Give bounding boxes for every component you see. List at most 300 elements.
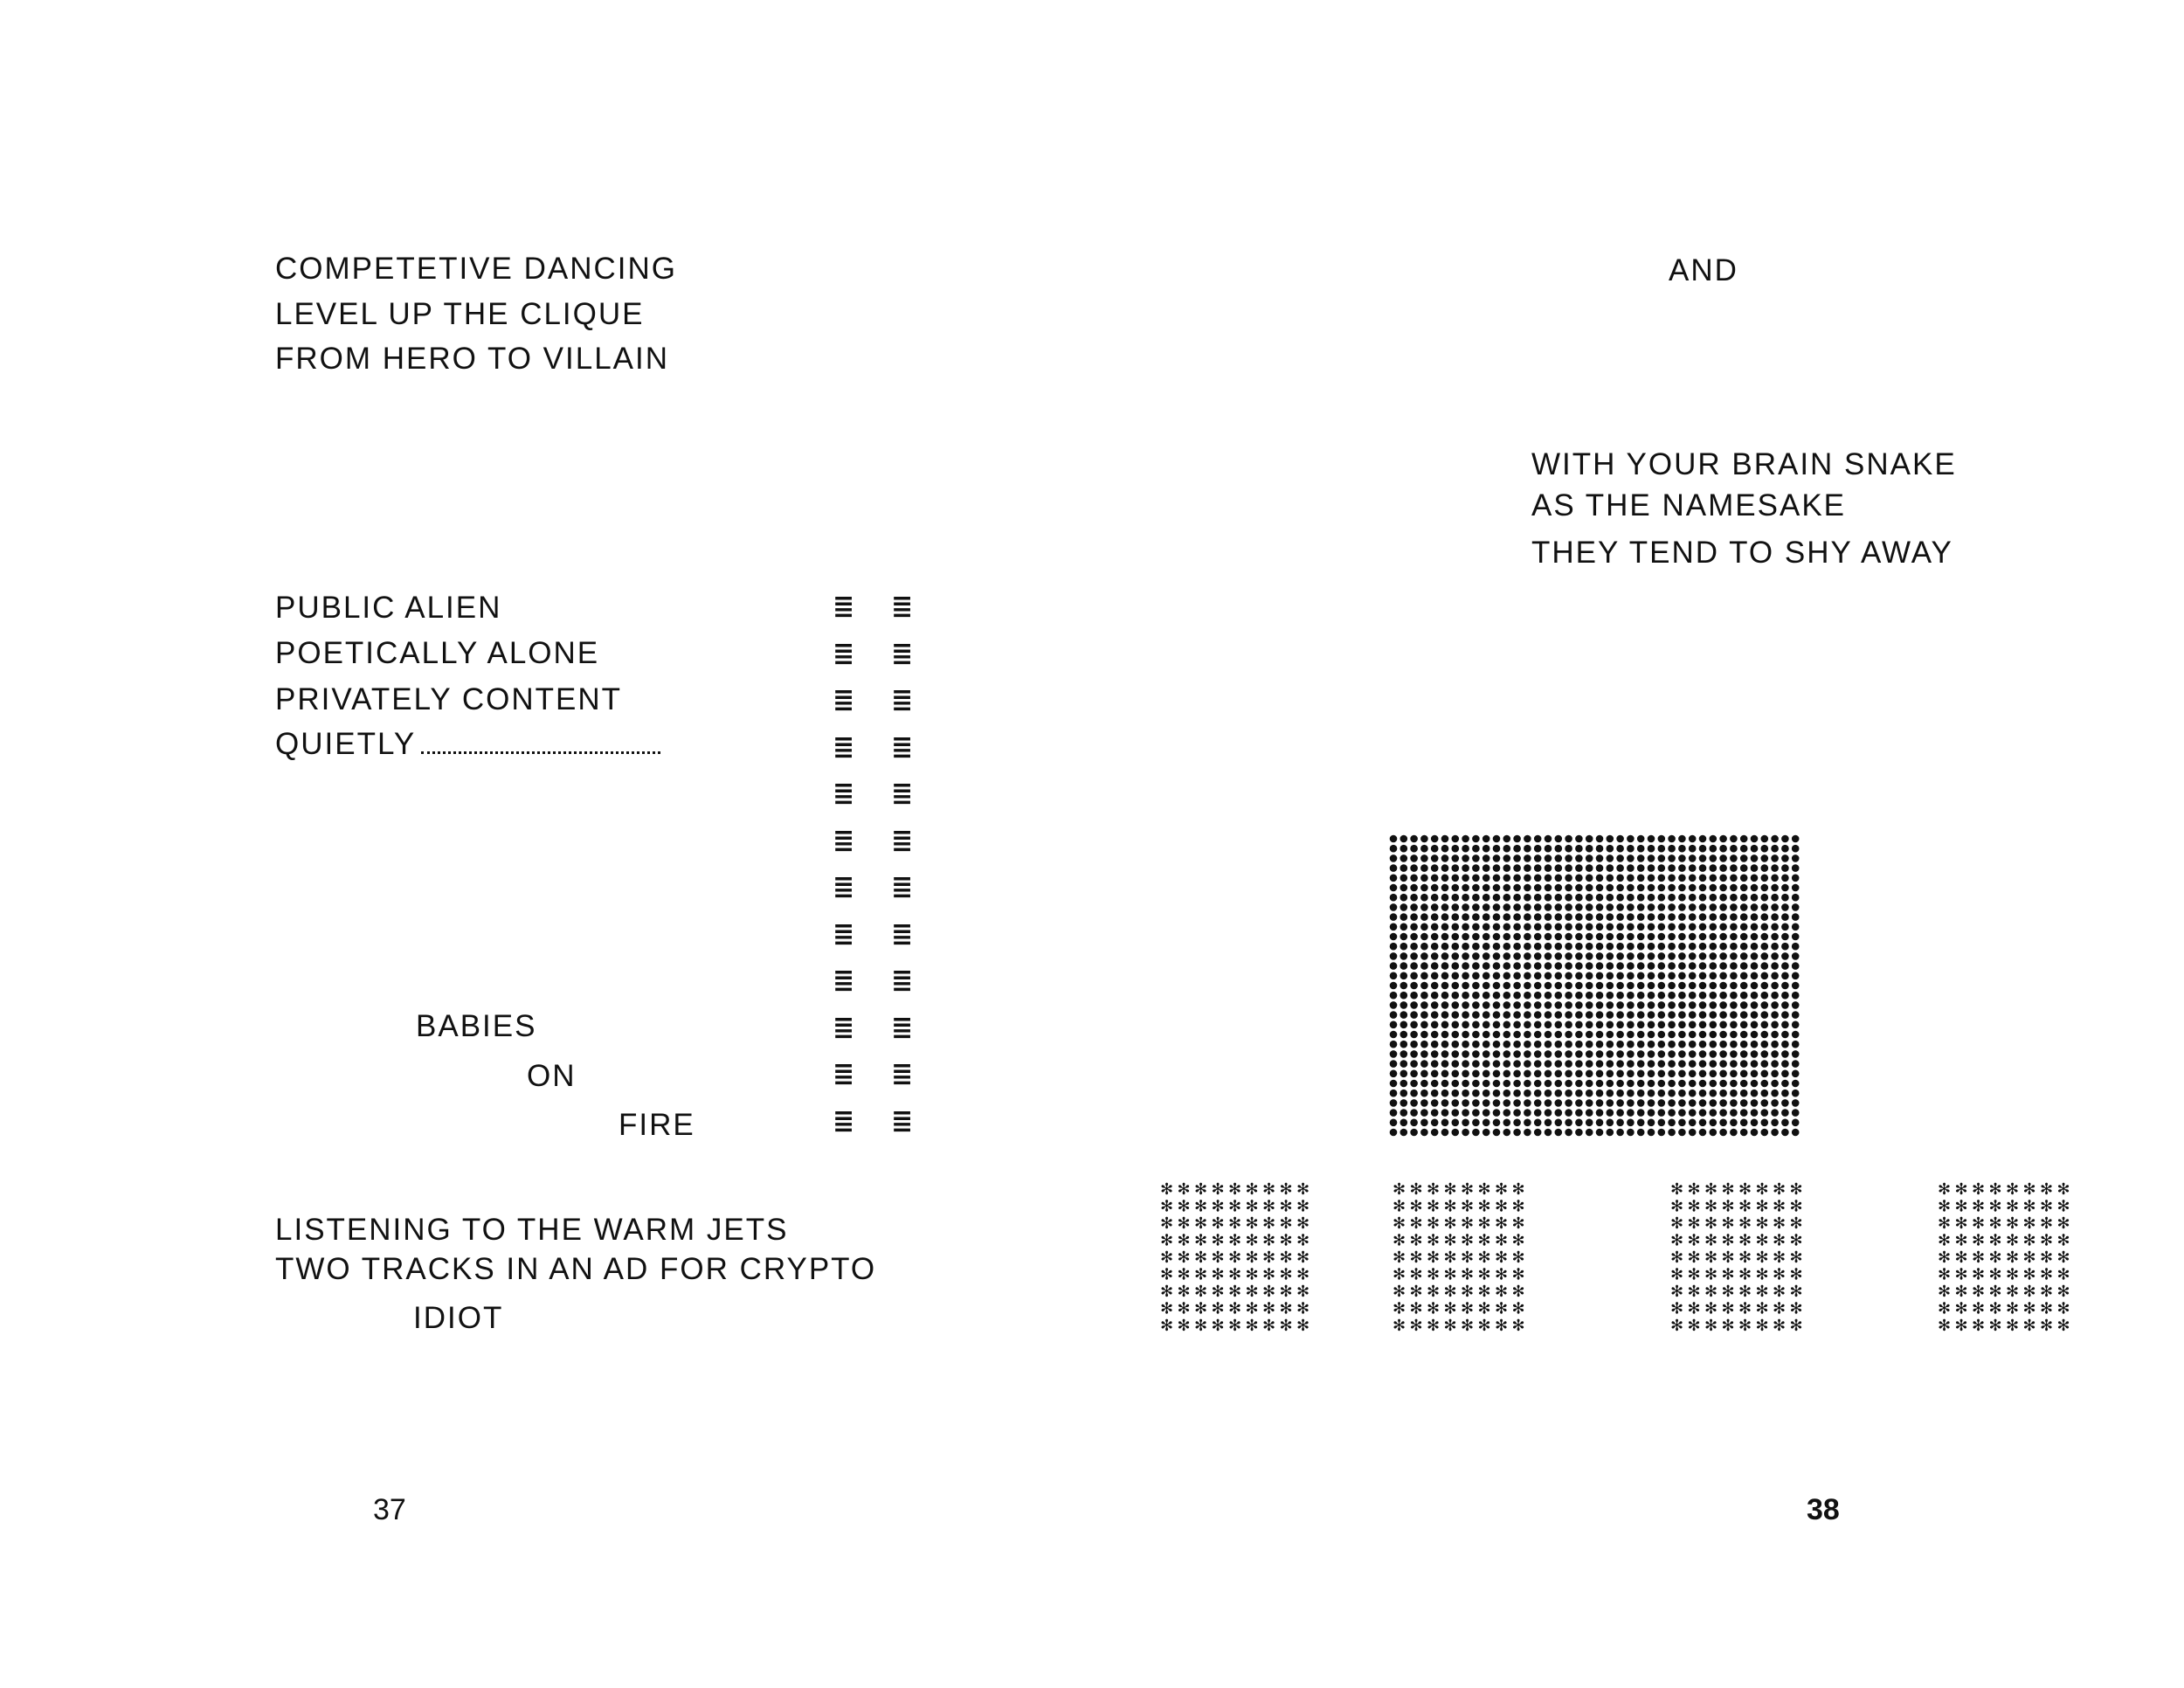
svg-text:✻: ✻: [1773, 1197, 1787, 1216]
svg-text:✻: ✻: [1738, 1317, 1752, 1335]
svg-text:✻: ✻: [1477, 1265, 1491, 1284]
svg-text:✻: ✻: [1938, 1299, 1952, 1318]
glyph-mark: ≣: [891, 872, 914, 903]
svg-text:✻: ✻: [1177, 1214, 1191, 1233]
svg-text:✻: ✻: [1738, 1299, 1752, 1318]
svg-text:✻: ✻: [1393, 1317, 1406, 1335]
svg-text:✻: ✻: [1477, 1197, 1491, 1216]
svg-text:✻: ✻: [2056, 1180, 2070, 1199]
stanza2-line2: POETICALLY ALONE: [275, 636, 600, 670]
svg-text:✻: ✻: [1262, 1197, 1276, 1216]
svg-text:✻: ✻: [1511, 1249, 1525, 1267]
svg-text:✻: ✻: [1773, 1231, 1787, 1250]
svg-text:✻: ✻: [1687, 1299, 1701, 1318]
svg-text:✻: ✻: [2056, 1265, 2070, 1284]
svg-text:✻: ✻: [2040, 1214, 2054, 1233]
svg-text:✻: ✻: [2022, 1180, 2036, 1199]
svg-text:✻: ✻: [1988, 1265, 2002, 1284]
svg-text:✻: ✻: [1670, 1231, 1684, 1250]
svg-text:✻: ✻: [1296, 1249, 1310, 1267]
svg-text:✻: ✻: [1409, 1214, 1423, 1233]
svg-text:✻: ✻: [1495, 1180, 1509, 1199]
stanza-line1: WITH YOUR BRAIN SNAKE: [1531, 447, 1957, 481]
svg-text:✻: ✻: [1160, 1249, 1174, 1267]
svg-text:✻: ✻: [1972, 1299, 1986, 1318]
svg-text:✻: ✻: [1393, 1197, 1406, 1216]
glyph-mark: ≣: [891, 1012, 914, 1043]
svg-text:✻: ✻: [1177, 1299, 1191, 1318]
svg-text:✻: ✻: [2040, 1231, 2054, 1250]
svg-text:✻: ✻: [1670, 1283, 1684, 1301]
svg-text:✻: ✻: [1160, 1299, 1174, 1318]
svg-text:✻: ✻: [1211, 1317, 1225, 1335]
svg-text:✻: ✻: [1738, 1197, 1752, 1216]
svg-text:✻: ✻: [2006, 1283, 2020, 1301]
svg-text:✻: ✻: [1177, 1180, 1191, 1199]
glyph-mark: ≣: [833, 1012, 855, 1043]
svg-text:✻: ✻: [1687, 1317, 1701, 1335]
svg-text:✻: ✻: [1296, 1180, 1310, 1199]
svg-text:✻: ✻: [2022, 1265, 2036, 1284]
glyph-mark: ≣: [891, 591, 914, 622]
svg-text:✻: ✻: [1954, 1265, 1968, 1284]
glyph-mark: ≣: [891, 638, 914, 669]
svg-text:✻: ✻: [1773, 1299, 1787, 1318]
svg-text:✻: ✻: [1670, 1265, 1684, 1284]
stanza3-line3: IDIOT: [413, 1301, 504, 1335]
svg-text:✻: ✻: [1954, 1317, 1968, 1335]
svg-text:✻: ✻: [1262, 1231, 1276, 1250]
svg-text:✻: ✻: [1443, 1249, 1457, 1267]
svg-text:✻: ✻: [1228, 1317, 1242, 1335]
svg-text:✻: ✻: [1228, 1180, 1242, 1199]
glyph-mark: ≣: [833, 965, 855, 996]
svg-text:✻: ✻: [1409, 1197, 1423, 1216]
stanza2-line4: QUIETLY: [275, 727, 417, 761]
svg-text:✻: ✻: [1988, 1283, 2002, 1301]
svg-text:✻: ✻: [1721, 1299, 1735, 1318]
svg-text:✻: ✻: [1988, 1249, 2002, 1267]
svg-text:✻: ✻: [1262, 1265, 1276, 1284]
svg-text:✻: ✻: [1160, 1180, 1174, 1199]
svg-text:✻: ✻: [1409, 1231, 1423, 1250]
svg-text:✻: ✻: [1954, 1299, 1968, 1318]
svg-text:✻: ✻: [1988, 1214, 2002, 1233]
svg-text:✻: ✻: [2006, 1249, 2020, 1267]
svg-text:✻: ✻: [1160, 1214, 1174, 1233]
svg-text:✻: ✻: [1279, 1214, 1293, 1233]
svg-text:✻: ✻: [1194, 1180, 1208, 1199]
svg-text:✻: ✻: [1194, 1299, 1208, 1318]
svg-text:✻: ✻: [2022, 1197, 2036, 1216]
svg-text:✻: ✻: [1495, 1231, 1509, 1250]
svg-text:✻: ✻: [1296, 1231, 1310, 1250]
svg-text:✻: ✻: [1211, 1299, 1225, 1318]
svg-text:✻: ✻: [1511, 1214, 1525, 1233]
svg-text:✻: ✻: [1177, 1317, 1191, 1335]
svg-text:✻: ✻: [1160, 1283, 1174, 1301]
svg-text:✻: ✻: [1296, 1265, 1310, 1284]
svg-text:✻: ✻: [1477, 1317, 1491, 1335]
svg-text:✻: ✻: [1477, 1249, 1491, 1267]
svg-text:✻: ✻: [1427, 1231, 1441, 1250]
svg-text:✻: ✻: [1773, 1317, 1787, 1335]
svg-text:✻: ✻: [1393, 1265, 1406, 1284]
stanza1-line1: COMPETETIVE DANCING: [275, 252, 677, 286]
svg-text:✻: ✻: [2022, 1283, 2036, 1301]
svg-text:✻: ✻: [1177, 1283, 1191, 1301]
svg-text:✻: ✻: [1704, 1197, 1718, 1216]
svg-text:✻: ✻: [1721, 1249, 1735, 1267]
stanza3-line2: TWO TRACKS IN AN AD FOR CRYPTO: [275, 1252, 877, 1286]
asterisk-grid-pattern: [1936, 1180, 2076, 1337]
svg-text:✻: ✻: [1789, 1283, 1803, 1301]
svg-text:✻: ✻: [1988, 1197, 2002, 1216]
svg-text:✻: ✻: [1704, 1214, 1718, 1233]
svg-text:✻: ✻: [1687, 1214, 1701, 1233]
svg-text:✻: ✻: [1443, 1317, 1457, 1335]
svg-text:✻: ✻: [2040, 1180, 2054, 1199]
svg-text:✻: ✻: [1228, 1214, 1242, 1233]
svg-text:✻: ✻: [1704, 1180, 1718, 1199]
asterisk-grid-pattern: [1391, 1180, 1531, 1337]
svg-text:✻: ✻: [1704, 1283, 1718, 1301]
stanza2-line3: PRIVATELY CONTENT: [275, 682, 623, 716]
svg-text:✻: ✻: [1296, 1299, 1310, 1318]
glyph-mark: ≣: [833, 825, 855, 856]
svg-text:✻: ✻: [1755, 1265, 1769, 1284]
svg-text:✻: ✻: [1477, 1180, 1491, 1199]
svg-text:✻: ✻: [1773, 1214, 1787, 1233]
glyph-mark: ≣: [833, 731, 855, 763]
svg-text:✻: ✻: [1228, 1231, 1242, 1250]
svg-text:✻: ✻: [1194, 1249, 1208, 1267]
svg-text:✻: ✻: [1211, 1265, 1225, 1284]
glyph-mark: ≣: [833, 918, 855, 950]
svg-text:✻: ✻: [1721, 1283, 1735, 1301]
svg-text:✻: ✻: [1160, 1197, 1174, 1216]
svg-text:✻: ✻: [1704, 1317, 1718, 1335]
stanza1-line2: LEVEL UP THE CLIQUE: [275, 297, 645, 331]
svg-text:✻: ✻: [1988, 1231, 2002, 1250]
glyph-mark: ≣: [833, 1105, 855, 1137]
svg-text:✻: ✻: [1427, 1197, 1441, 1216]
svg-text:✻: ✻: [1704, 1299, 1718, 1318]
glyph-mark: ≣: [833, 638, 855, 669]
svg-text:✻: ✻: [1211, 1231, 1225, 1250]
svg-text:✻: ✻: [1773, 1249, 1787, 1267]
svg-text:✻: ✻: [1938, 1180, 1952, 1199]
svg-text:✻: ✻: [1755, 1249, 1769, 1267]
svg-text:✻: ✻: [1245, 1249, 1259, 1267]
svg-text:✻: ✻: [1477, 1299, 1491, 1318]
svg-text:✻: ✻: [1721, 1214, 1735, 1233]
glyph-mark: ≣: [891, 731, 914, 763]
svg-text:✻: ✻: [1160, 1317, 1174, 1335]
svg-text:✻: ✻: [1443, 1299, 1457, 1318]
svg-text:✻: ✻: [1988, 1180, 2002, 1199]
stanza3-line1: LISTENING TO THE WARM JETS: [275, 1213, 789, 1247]
glyph-mark: ≣: [891, 825, 914, 856]
svg-text:✻: ✻: [1296, 1283, 1310, 1301]
cascade-on: ON: [527, 1059, 577, 1093]
svg-text:✻: ✻: [1789, 1180, 1803, 1199]
svg-text:✻: ✻: [1755, 1197, 1769, 1216]
svg-text:✻: ✻: [2022, 1317, 2036, 1335]
svg-text:✻: ✻: [1938, 1283, 1952, 1301]
svg-text:✻: ✻: [1211, 1249, 1225, 1267]
glyph-mark: ≣: [891, 918, 914, 950]
svg-text:✻: ✻: [1409, 1249, 1423, 1267]
svg-text:✻: ✻: [1279, 1317, 1293, 1335]
svg-text:✻: ✻: [1495, 1299, 1509, 1318]
svg-text:✻: ✻: [1721, 1231, 1735, 1250]
svg-text:✻: ✻: [1495, 1283, 1509, 1301]
cascade-babies: BABIES: [416, 1009, 537, 1043]
dot-grid-pattern: [1389, 834, 1805, 1137]
svg-text:✻: ✻: [1461, 1231, 1475, 1250]
svg-text:✻: ✻: [1495, 1197, 1509, 1216]
glyph-mark: ≣: [833, 778, 855, 809]
glyph-mark: ≣: [891, 1059, 914, 1090]
svg-text:✻: ✻: [1721, 1317, 1735, 1335]
svg-text:✻: ✻: [1296, 1197, 1310, 1216]
dotted-leader: [421, 751, 660, 754]
svg-text:✻: ✻: [1477, 1283, 1491, 1301]
svg-text:✻: ✻: [1477, 1231, 1491, 1250]
glyph-mark: ≣: [891, 1105, 914, 1137]
svg-text:✻: ✻: [1789, 1197, 1803, 1216]
svg-text:✻: ✻: [2022, 1231, 2036, 1250]
svg-text:✻: ✻: [1773, 1265, 1787, 1284]
page-number-37: 37: [373, 1493, 406, 1526]
svg-text:✻: ✻: [1789, 1317, 1803, 1335]
svg-text:✻: ✻: [1972, 1214, 1986, 1233]
svg-text:✻: ✻: [1988, 1317, 2002, 1335]
svg-text:✻: ✻: [1738, 1265, 1752, 1284]
glyph-mark: ≣: [891, 685, 914, 716]
svg-text:✻: ✻: [1755, 1180, 1769, 1199]
svg-text:✻: ✻: [1755, 1283, 1769, 1301]
svg-text:✻: ✻: [1972, 1249, 1986, 1267]
svg-text:✻: ✻: [1511, 1317, 1525, 1335]
svg-text:✻: ✻: [1721, 1265, 1735, 1284]
svg-text:✻: ✻: [2056, 1197, 2070, 1216]
svg-text:✻: ✻: [2006, 1265, 2020, 1284]
svg-text:✻: ✻: [1211, 1283, 1225, 1301]
svg-text:✻: ✻: [1393, 1231, 1406, 1250]
svg-text:✻: ✻: [1245, 1197, 1259, 1216]
stanza-line3: THEY TEND TO SHY AWAY: [1531, 536, 1953, 570]
svg-text:✻: ✻: [1393, 1299, 1406, 1318]
svg-text:✻: ✻: [1228, 1299, 1242, 1318]
svg-text:✻: ✻: [1704, 1231, 1718, 1250]
svg-text:✻: ✻: [1773, 1283, 1787, 1301]
svg-text:✻: ✻: [1443, 1231, 1457, 1250]
svg-text:✻: ✻: [1687, 1197, 1701, 1216]
svg-text:✻: ✻: [1262, 1180, 1276, 1199]
svg-text:✻: ✻: [1954, 1214, 1968, 1233]
glyph-mark: ≣: [833, 872, 855, 903]
asterisk-grid-pattern: [1158, 1180, 1316, 1337]
svg-text:✻: ✻: [1279, 1265, 1293, 1284]
svg-text:✻: ✻: [1738, 1283, 1752, 1301]
svg-text:✻: ✻: [1938, 1231, 1952, 1250]
svg-text:✻: ✻: [2056, 1299, 2070, 1318]
svg-text:✻: ✻: [1670, 1180, 1684, 1199]
svg-text:✻: ✻: [1938, 1197, 1952, 1216]
svg-text:✻: ✻: [1279, 1197, 1293, 1216]
svg-text:✻: ✻: [1409, 1317, 1423, 1335]
svg-text:✻: ✻: [2056, 1317, 2070, 1335]
svg-text:✻: ✻: [1755, 1317, 1769, 1335]
svg-text:✻: ✻: [1262, 1299, 1276, 1318]
svg-text:✻: ✻: [1245, 1317, 1259, 1335]
svg-text:✻: ✻: [1972, 1197, 1986, 1216]
svg-text:✻: ✻: [1687, 1231, 1701, 1250]
svg-text:✻: ✻: [1477, 1214, 1491, 1233]
asterisk-grid-pattern: [1669, 1180, 1808, 1337]
svg-text:✻: ✻: [1988, 1299, 2002, 1318]
svg-text:✻: ✻: [1972, 1180, 1986, 1199]
svg-text:✻: ✻: [1393, 1214, 1406, 1233]
svg-text:✻: ✻: [2056, 1249, 2070, 1267]
svg-text:✻: ✻: [1954, 1231, 1968, 1250]
svg-text:✻: ✻: [1194, 1265, 1208, 1284]
svg-text:✻: ✻: [1194, 1283, 1208, 1301]
svg-text:✻: ✻: [2006, 1231, 2020, 1250]
svg-text:✻: ✻: [2006, 1317, 2020, 1335]
svg-text:✻: ✻: [1789, 1214, 1803, 1233]
svg-text:✻: ✻: [2056, 1231, 2070, 1250]
svg-text:✻: ✻: [1495, 1214, 1509, 1233]
svg-text:✻: ✻: [1954, 1180, 1968, 1199]
svg-text:✻: ✻: [2040, 1249, 2054, 1267]
svg-text:✻: ✻: [2040, 1283, 2054, 1301]
svg-text:✻: ✻: [1755, 1214, 1769, 1233]
svg-text:✻: ✻: [1427, 1180, 1441, 1199]
svg-text:✻: ✻: [1245, 1180, 1259, 1199]
svg-text:✻: ✻: [1427, 1265, 1441, 1284]
svg-text:✻: ✻: [1393, 1283, 1406, 1301]
svg-text:✻: ✻: [1279, 1249, 1293, 1267]
svg-text:✻: ✻: [1738, 1180, 1752, 1199]
svg-text:✻: ✻: [2006, 1299, 2020, 1318]
svg-text:✻: ✻: [1721, 1197, 1735, 1216]
svg-text:✻: ✻: [1461, 1249, 1475, 1267]
svg-text:✻: ✻: [1461, 1214, 1475, 1233]
svg-text:✻: ✻: [1954, 1283, 1968, 1301]
svg-text:✻: ✻: [1687, 1283, 1701, 1301]
svg-text:✻: ✻: [1245, 1265, 1259, 1284]
svg-text:✻: ✻: [2006, 1180, 2020, 1199]
svg-text:✻: ✻: [1687, 1180, 1701, 1199]
svg-text:✻: ✻: [1443, 1197, 1457, 1216]
stanza1-line3: FROM HERO TO VILLAIN: [275, 342, 670, 376]
svg-text:✻: ✻: [1461, 1317, 1475, 1335]
svg-text:✻: ✻: [1177, 1197, 1191, 1216]
svg-text:✻: ✻: [1245, 1283, 1259, 1301]
svg-text:✻: ✻: [1789, 1249, 1803, 1267]
svg-text:✻: ✻: [1443, 1265, 1457, 1284]
svg-text:✻: ✻: [2040, 1197, 2054, 1216]
svg-text:✻: ✻: [1211, 1214, 1225, 1233]
svg-text:✻: ✻: [2040, 1299, 2054, 1318]
glyph-mark: ≣: [833, 1059, 855, 1090]
svg-text:✻: ✻: [1789, 1265, 1803, 1284]
svg-text:✻: ✻: [2056, 1283, 2070, 1301]
glyph-mark: ≣: [891, 778, 914, 809]
svg-text:✻: ✻: [1194, 1197, 1208, 1216]
svg-text:✻: ✻: [1954, 1249, 1968, 1267]
svg-text:✻: ✻: [1789, 1299, 1803, 1318]
svg-text:✻: ✻: [1409, 1299, 1423, 1318]
svg-text:✻: ✻: [1687, 1265, 1701, 1284]
svg-text:✻: ✻: [1511, 1231, 1525, 1250]
svg-text:✻: ✻: [1245, 1231, 1259, 1250]
svg-text:✻: ✻: [1177, 1231, 1191, 1250]
svg-text:✻: ✻: [1393, 1249, 1406, 1267]
svg-text:✻: ✻: [1938, 1317, 1952, 1335]
svg-text:✻: ✻: [1495, 1317, 1509, 1335]
svg-text:✻: ✻: [1972, 1265, 1986, 1284]
svg-text:✻: ✻: [1738, 1231, 1752, 1250]
svg-text:✻: ✻: [1773, 1180, 1787, 1199]
svg-text:✻: ✻: [1954, 1197, 1968, 1216]
svg-text:✻: ✻: [1670, 1214, 1684, 1233]
svg-text:✻: ✻: [1245, 1299, 1259, 1318]
svg-text:✻: ✻: [1211, 1197, 1225, 1216]
svg-text:✻: ✻: [1704, 1265, 1718, 1284]
svg-text:✻: ✻: [1461, 1283, 1475, 1301]
svg-text:✻: ✻: [1279, 1283, 1293, 1301]
svg-text:✻: ✻: [1670, 1299, 1684, 1318]
svg-text:✻: ✻: [1972, 1231, 1986, 1250]
svg-text:✻: ✻: [1211, 1180, 1225, 1199]
svg-text:✻: ✻: [1511, 1299, 1525, 1318]
stanza2-line1: PUBLIC ALIEN: [275, 591, 502, 625]
svg-text:✻: ✻: [1427, 1317, 1441, 1335]
glyph-mark: ≣: [833, 685, 855, 716]
svg-text:✻: ✻: [1427, 1283, 1441, 1301]
svg-text:✻: ✻: [2056, 1214, 2070, 1233]
svg-text:✻: ✻: [1228, 1265, 1242, 1284]
svg-text:✻: ✻: [1262, 1249, 1276, 1267]
svg-text:✻: ✻: [1755, 1299, 1769, 1318]
svg-text:✻: ✻: [1245, 1214, 1259, 1233]
svg-text:✻: ✻: [1228, 1197, 1242, 1216]
svg-text:✻: ✻: [2022, 1214, 2036, 1233]
svg-text:✻: ✻: [1279, 1299, 1293, 1318]
svg-text:✻: ✻: [1228, 1283, 1242, 1301]
svg-text:✻: ✻: [1511, 1283, 1525, 1301]
line-and: AND: [1669, 253, 1738, 287]
svg-text:✻: ✻: [1409, 1180, 1423, 1199]
svg-text:✻: ✻: [1511, 1180, 1525, 1199]
svg-text:✻: ✻: [1972, 1317, 1986, 1335]
svg-text:✻: ✻: [1670, 1317, 1684, 1335]
svg-text:✻: ✻: [1495, 1249, 1509, 1267]
svg-text:✻: ✻: [1279, 1180, 1293, 1199]
svg-text:✻: ✻: [1177, 1249, 1191, 1267]
svg-text:✻: ✻: [2040, 1317, 2054, 1335]
svg-text:✻: ✻: [1443, 1283, 1457, 1301]
svg-text:✻: ✻: [1194, 1317, 1208, 1335]
svg-text:✻: ✻: [1511, 1265, 1525, 1284]
svg-text:✻: ✻: [1427, 1249, 1441, 1267]
svg-text:✻: ✻: [1409, 1265, 1423, 1284]
svg-text:✻: ✻: [1789, 1231, 1803, 1250]
